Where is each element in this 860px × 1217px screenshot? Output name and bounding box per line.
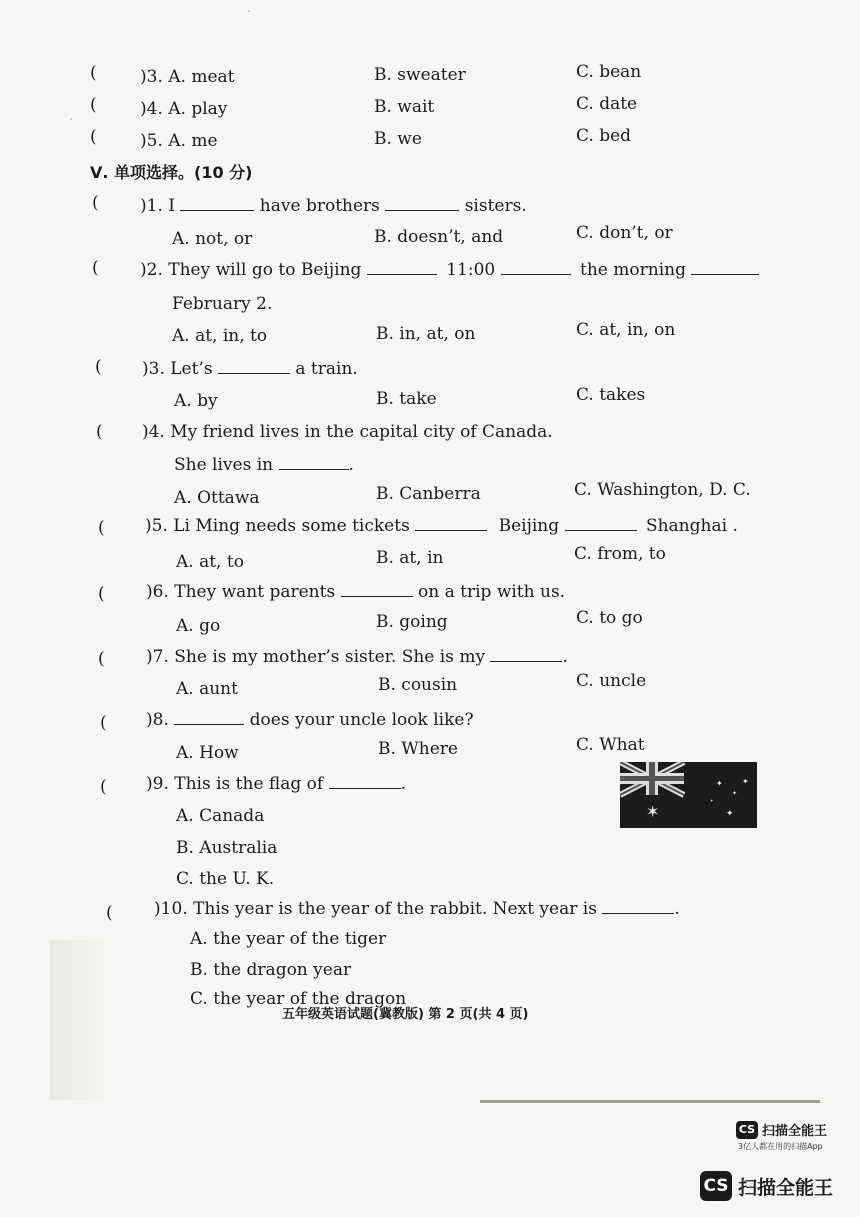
q3-part-a: )3. Let’s bbox=[142, 359, 213, 379]
option-c: C. at, in, on bbox=[576, 320, 676, 340]
option-b: B. we bbox=[374, 129, 422, 149]
question-text: )4. A. play bbox=[140, 99, 228, 119]
answer-blank bbox=[341, 582, 413, 597]
svg-text:✦: ✦ bbox=[732, 790, 738, 797]
q7-part-a: )7. She is my mother’s sister. She is my bbox=[146, 647, 486, 667]
option-c: C. the year of the dragon bbox=[190, 989, 407, 1009]
answer-blank bbox=[602, 899, 674, 914]
option-b: B. the dragon year bbox=[190, 960, 352, 980]
answer-blank bbox=[415, 516, 487, 531]
q8-part-b: does your uncle look like? bbox=[249, 710, 474, 730]
option-a: A. aunt bbox=[176, 679, 238, 699]
option-c: C. takes bbox=[576, 385, 646, 405]
answer-blank bbox=[218, 359, 290, 374]
option-a: A. How bbox=[176, 743, 239, 763]
q5-part-b: Beijing bbox=[498, 516, 560, 536]
option-b: B. take bbox=[376, 389, 437, 409]
logo-name: 扫描全能王 bbox=[738, 1176, 834, 1199]
option-b: B. Where bbox=[378, 739, 458, 759]
q1-part-b: have brothers bbox=[259, 196, 380, 216]
section-title: Ⅴ. 单项选择。(10 分) bbox=[90, 163, 253, 182]
option-c: C. What bbox=[576, 735, 645, 755]
question-text: )5. A. me bbox=[140, 131, 218, 151]
scan-noise bbox=[50, 940, 110, 1100]
q4-line2-text: She lives in bbox=[174, 455, 274, 475]
option-c: C. to go bbox=[576, 608, 643, 628]
option-c: C. date bbox=[576, 94, 638, 114]
option-b: B. going bbox=[376, 612, 448, 632]
logo-name: 扫描全能王 bbox=[762, 1124, 828, 1139]
q4-line2: She lives in . bbox=[174, 455, 354, 475]
cs-logo-icon: CS bbox=[700, 1171, 732, 1201]
question-7: )7. She is my mother’s sister. She is my . bbox=[146, 647, 568, 667]
question-9: )9. This is the flag of . bbox=[146, 774, 407, 794]
option-a: A. the year of the tiger bbox=[190, 929, 387, 949]
option-a: A. go bbox=[176, 616, 221, 636]
question-2 bbox=[140, 260, 759, 280]
option-b: B. in, at, on bbox=[376, 324, 476, 344]
question-4: )4. My friend lives in the capital city of Canada. bbox=[142, 422, 553, 442]
option-c: C. Washington, D. C. bbox=[574, 480, 751, 500]
q10-part-a: )10. This year is the year of the rabbit. Next year is bbox=[154, 899, 597, 919]
question-10: )10. This year is the year of the rabbit. Next year is . bbox=[154, 899, 680, 919]
question-1 bbox=[140, 196, 527, 216]
scanner-logo-small bbox=[736, 1120, 827, 1139]
question-5 bbox=[145, 516, 738, 536]
answer-blank bbox=[180, 196, 254, 211]
logo-tagline: 3亿人都在用的扫描App bbox=[738, 1142, 823, 1151]
answer-paren: ( bbox=[96, 422, 103, 442]
q2-part-c: the morning bbox=[580, 260, 686, 280]
page-footer: 五年级英语试题(冀教版) 第 2 页(共 4 页) bbox=[282, 1007, 529, 1022]
answer-paren: ( bbox=[98, 584, 105, 604]
question-8: )8. does your uncle look like? bbox=[146, 710, 474, 730]
answer-blank bbox=[385, 196, 459, 211]
svg-text:✦: ✦ bbox=[710, 798, 714, 803]
option-a: A. not, or bbox=[172, 229, 253, 249]
scan-speck bbox=[248, 10, 250, 12]
answer-paren: ( bbox=[90, 63, 97, 83]
answer-blank bbox=[174, 710, 244, 725]
option-a: A. at, to bbox=[176, 552, 244, 572]
option-b: B. Australia bbox=[176, 838, 278, 858]
answer-blank bbox=[279, 455, 349, 470]
answer-blank bbox=[565, 516, 637, 531]
option-b: B. Canberra bbox=[376, 484, 481, 504]
australia-flag-image bbox=[620, 762, 757, 828]
q6-part-a: )6. They want parents bbox=[146, 582, 336, 602]
scanner-logo-large bbox=[700, 1171, 833, 1201]
option-b: B. sweater bbox=[374, 65, 466, 85]
answer-paren: ( bbox=[98, 518, 105, 538]
flag-icon bbox=[620, 762, 757, 828]
answer-paren: ( bbox=[90, 127, 97, 147]
q3-part-b: a train. bbox=[295, 359, 358, 379]
answer-paren: ( bbox=[106, 903, 113, 923]
option-c: C. the U. K. bbox=[176, 869, 275, 889]
svg-text:✶: ✶ bbox=[646, 802, 660, 821]
answer-paren: ( bbox=[90, 95, 97, 115]
q2-part-a: )2. They will go to Beijing bbox=[140, 260, 362, 280]
option-a: A. at, in, to bbox=[172, 326, 268, 346]
scan-edge-line bbox=[480, 1100, 820, 1103]
option-a: A. by bbox=[174, 391, 218, 411]
scan-speck bbox=[70, 118, 72, 120]
question-6 bbox=[146, 582, 565, 602]
answer-paren: ( bbox=[98, 649, 105, 669]
answer-paren: ( bbox=[100, 777, 107, 797]
q2-line2: February 2. bbox=[172, 294, 273, 314]
option-b: B. wait bbox=[374, 97, 435, 117]
option-c: C. uncle bbox=[576, 671, 647, 691]
answer-blank bbox=[691, 260, 759, 275]
option-c: C. don’t, or bbox=[576, 223, 673, 243]
q5-part-c: Shanghai . bbox=[645, 516, 738, 536]
svg-text:✦: ✦ bbox=[742, 777, 749, 786]
option-c: C. bean bbox=[576, 62, 642, 82]
q1-part-a: )1. I bbox=[140, 196, 175, 216]
option-c: C. from, to bbox=[574, 544, 666, 564]
answer-blank bbox=[501, 260, 571, 275]
q6-part-b: on a trip with us. bbox=[418, 582, 566, 602]
option-a: A. Ottawa bbox=[174, 488, 260, 508]
svg-text:✦: ✦ bbox=[726, 809, 734, 819]
q2-part-b: 11:00 bbox=[446, 260, 496, 280]
option-b: B. at, in bbox=[376, 548, 444, 568]
option-b: B. doesn’t, and bbox=[374, 227, 504, 247]
answer-paren: ( bbox=[92, 193, 99, 213]
option-a: A. Canada bbox=[176, 806, 265, 826]
question-3 bbox=[142, 359, 358, 379]
svg-text:✦: ✦ bbox=[716, 779, 723, 788]
answer-blank bbox=[490, 647, 562, 662]
q9-part-a: )9. This is the flag of bbox=[146, 774, 324, 794]
answer-paren: ( bbox=[92, 258, 99, 278]
q1-part-c: sisters. bbox=[464, 196, 527, 216]
answer-blank bbox=[367, 260, 437, 275]
cs-logo-icon: CS bbox=[736, 1121, 758, 1139]
option-b: B. cousin bbox=[378, 675, 458, 695]
question-text: )3. A. meat bbox=[140, 67, 235, 87]
answer-blank bbox=[329, 774, 401, 789]
answer-paren: ( bbox=[95, 357, 102, 377]
option-c: C. bed bbox=[576, 126, 632, 146]
answer-paren: ( bbox=[100, 713, 107, 733]
q5-part-a: )5. Li Ming needs some tickets bbox=[145, 516, 410, 536]
